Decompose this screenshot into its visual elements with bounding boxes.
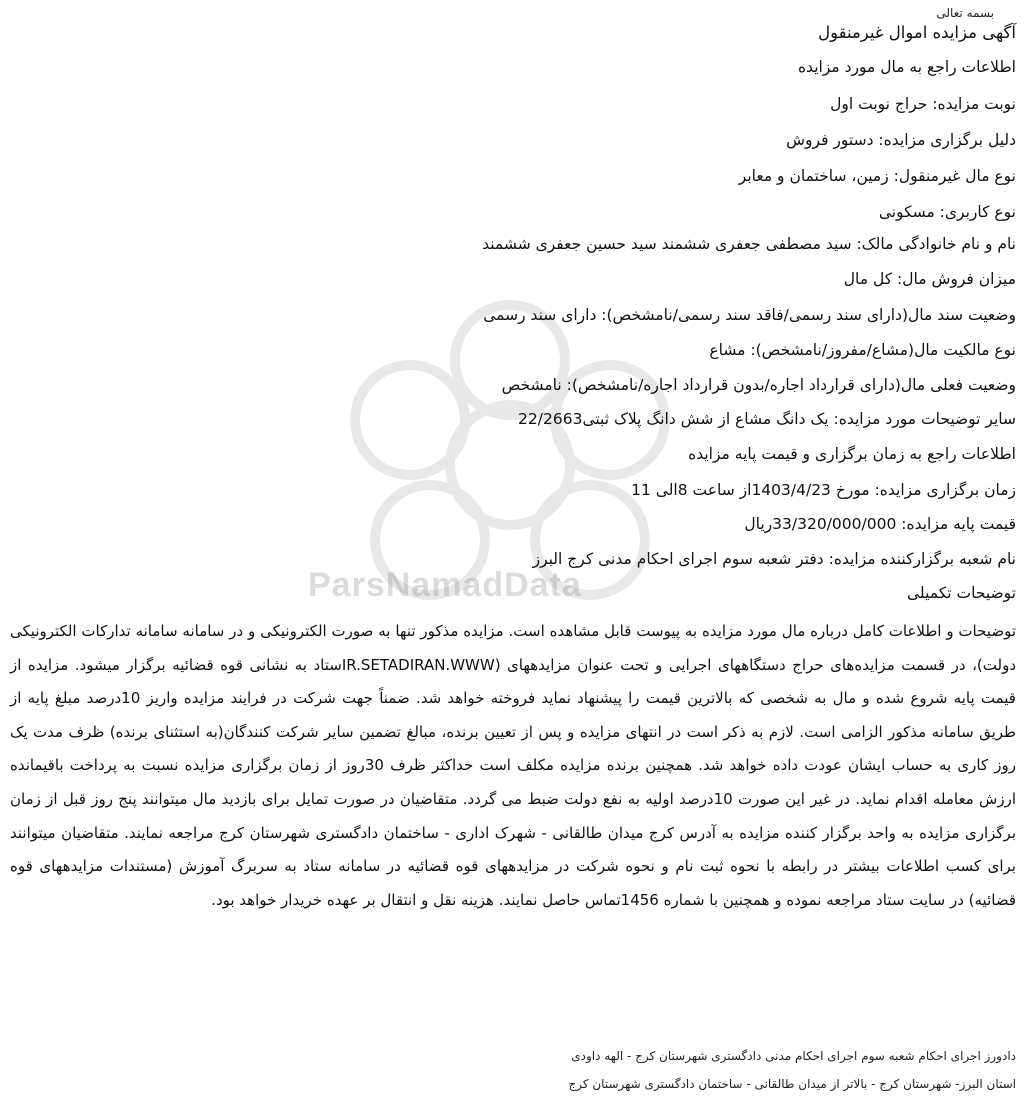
deed-status: وضعیت سند مال(دارای سند رسمی/فاقد سند رسمی/نامشخص): دارای سند رسمی [483,306,1016,324]
notice-title: آگهی مزایده اموال غیرمنقول [818,23,1016,42]
footer-officer: دادورز اجرای احکام شعبه سوم اجرای احکام مدنی دادگستری شهرستان کرج - الهه داودی [571,1049,1016,1063]
ownership-type: نوع مالکیت مال(مشاع/مفروز/نامشخص): مشاع [709,341,1016,359]
auction-reason: دلیل برگزاری مزایده: دستور فروش [786,131,1016,149]
section-heading-extra: توضیحات تکمیلی [907,584,1016,602]
section-heading-property: اطلاعات راجع به مال مورد مزایده [797,58,1016,76]
base-price: قیمت پایه مزایده: 33/320/000/000ریال [744,515,1016,533]
owner-name: نام و نام خانوادگی مالک: سید مصطفی جعفری ششمند سید حسین جعفری ششمند [482,235,1016,253]
bismillah: بسمه تعالی [936,6,994,20]
current-status: وضعیت فعلی مال(دارای قرارداد اجاره/بدون قرارداد اجاره/نامشخص): نامشخص [501,376,1016,394]
supplementary-description: توضیحات و اطلاعات کامل درباره مال مورد مزایده به پیوست قابل مشاهده است. مزایده مذکور تنها به صورت الکترونیکی و در سامانه سامانه تدارکات الکترونیکی دولت)، در قسمت مزایده‌های حراج دستگاههای اجرایی و تحت عنوان مزایدههای (IR.SETADIRAN.WWWستاد به نشانی قوه قضائیه برگزار میشود. مزایده از قیمت پایه شروع شده و مال به شخصی که بالاترین قیمت را پیشنهاد نماید فروخته خواهد شد. ضمناً جهت شرکت در فرایند مزایده واریز 10درصد مبلغ پایه از طریق سامانه مذکور الزامی است. لازم به ذکر است در انتهای مزایده و پس از تعیین برنده، مبالغ تضمین سایر شرکت کنندگان(به استثنای برنده) ظرف مدت یک روز کاری به حساب ایشان عودت داده خواهد شد. همچنین برنده مزایده مکلف است حداکثر ظرف 30روز از زمان برگزاری مزایده نسبت به پرداخت باقیمانده ارزش معامله اقدام نماید. در غیر این صورت 10درصد اولیه به نفع دولت ضبط می گردد. متقاضیان در صورت تمایل برای بازدید مال میتوانند پنج روز قبل از زمان برگزاری مزایده به واحد برگزار کننده مزایده به آدرس کرج میدان طالقانی - شهرک اداری - ساختمان دادگستری شهرستان کرج مراجعه نمایند. متقاضیان میتوانند برای کسب اطلاعات بیشتر در رابطه با نحوه ثبت نام و نحوه شرکت در مزایدههای قوه قضائیه در سامانه ستاد به سربرگ آموزش (مستندات مزایدههای قوه قضائیه) در سایت ستاد مراجعه نموده و همچنین با شماره 1456تماس حاصل نمایند. هزینه نقل و انتقال بر عهده خریدار خواهد بود. [10,622,1016,909]
other-details: سایر توضیحات مورد مزایده: یک دانگ مشاع از شش دانگ پلاک ثبتی22/2663 [518,410,1016,428]
property-type: نوع مال غیرمنقول: زمین، ساختمان و معابر [738,167,1016,185]
auction-round: نوبت مزایده: حراج نوبت اول [830,95,1016,113]
footer-address: استان البرز- شهرستان کرج - بالاتر از میدان طالقانی - ساختمان دادگستری شهرستان کرج [568,1077,1016,1091]
sale-amount: میزان فروش مال: کل مال [843,270,1016,288]
section-heading-time: اطلاعات راجع به زمان برگزاری و قیمت پایه مزایده [688,445,1016,463]
branch-name: نام شعبه برگزارکننده مزایده: دفتر شعبه سوم اجرای احکام مدنی کرج البرز [532,550,1016,568]
watermark-text: ParsNamadData [308,566,582,604]
auction-time: زمان برگزاری مزایده: مورخ 1403/4/23از ساعت 8الی 11 [631,481,1016,499]
usage-type: نوع کاربری: مسکونی [878,203,1016,221]
